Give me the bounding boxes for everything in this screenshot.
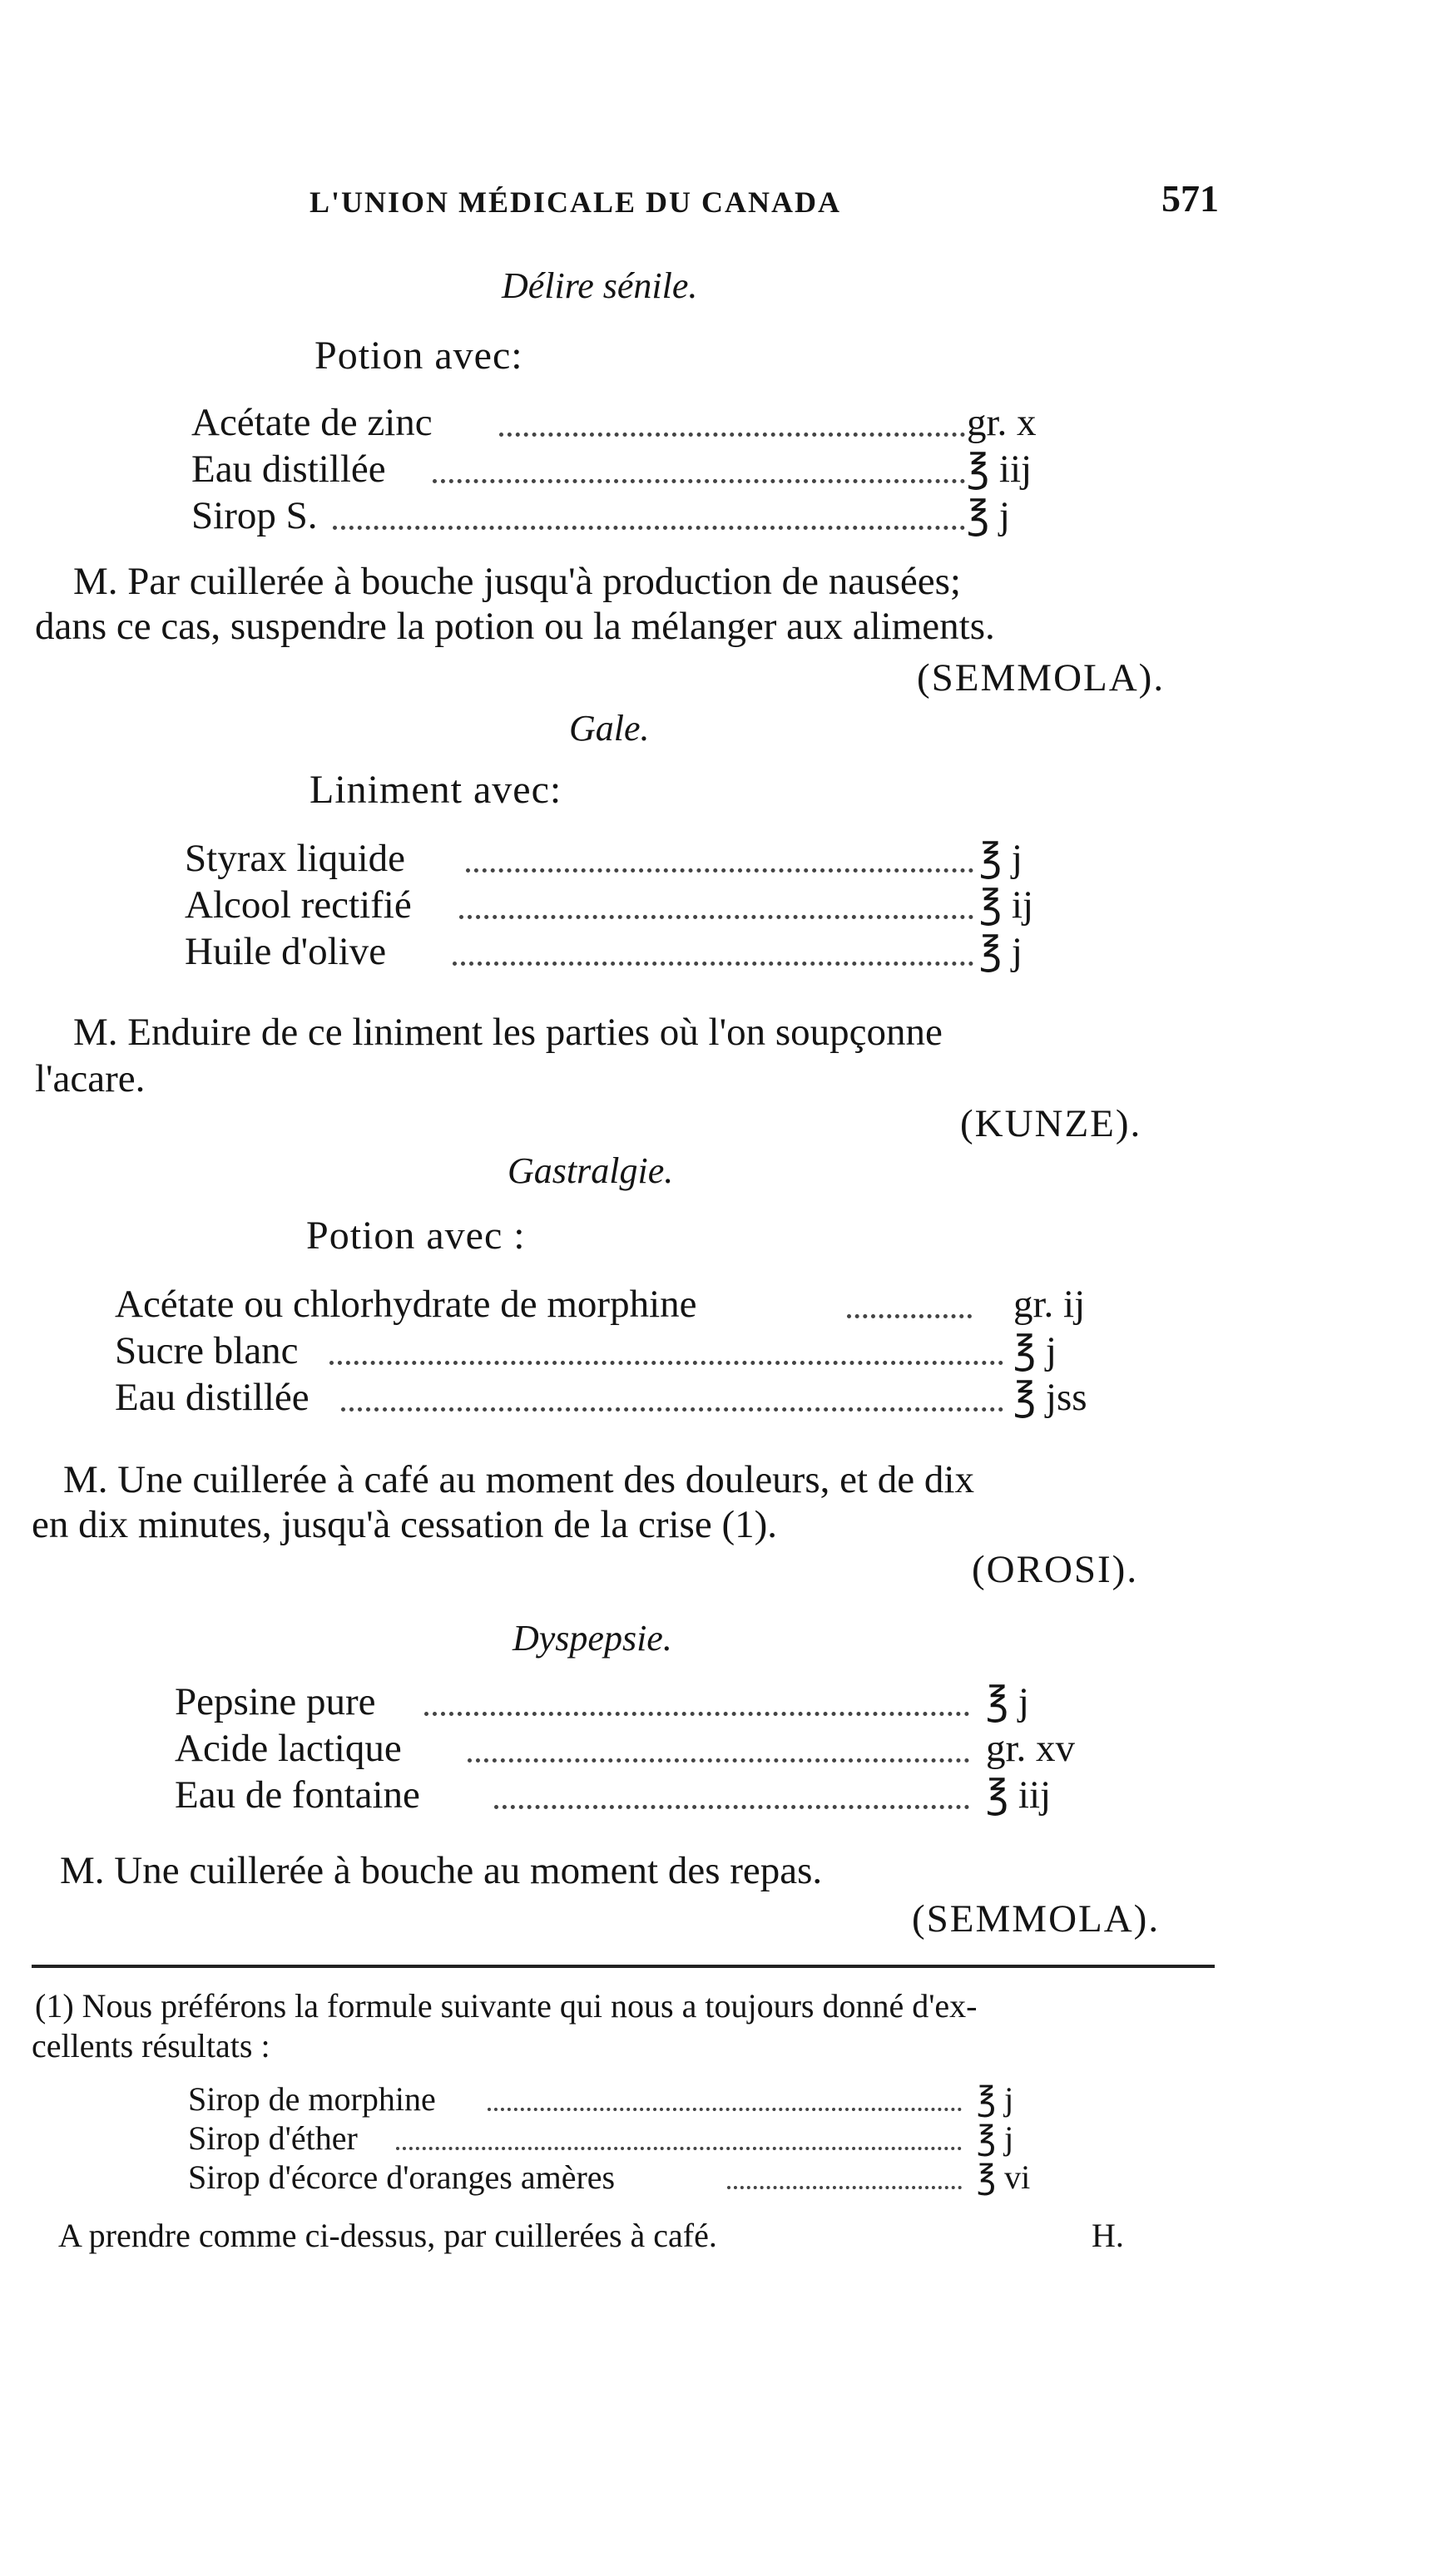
- instruction-line: en dix minutes, jusqu'à cessation de la crise (1).: [32, 1503, 778, 1546]
- footnote-line: [35, 1986, 978, 2025]
- ingredient-dose: gr. xv: [986, 1727, 1076, 1770]
- ingredient-row: [175, 1772, 1132, 1818]
- ingredient-name: Huile d'olive: [185, 930, 387, 973]
- ingredient-name: Pepsine pure: [175, 1680, 376, 1723]
- section-title-delire-senile: Délire sénile.: [502, 265, 698, 306]
- ingredient-name: Styrax liquide: [185, 837, 405, 880]
- ingredient-list: [185, 835, 1067, 977]
- leader-dots: [433, 479, 965, 483]
- leader-dots: [424, 1712, 969, 1716]
- section-intro: Potion avec:: [314, 334, 523, 378]
- ingredient-name: Eau de fontaine: [175, 1773, 420, 1817]
- author-citation: (SEMMOLA).: [917, 656, 1166, 700]
- ingredient-dose: ℥ vi: [977, 2158, 1031, 2196]
- instruction-line: M. Une cuillerée à café au moment des douleurs, et de dix: [63, 1458, 974, 1501]
- leader-dots: [499, 433, 965, 437]
- leader-dots: [396, 2147, 962, 2150]
- ingredient-dose: ℥ j: [977, 2080, 1014, 2118]
- footnote-ingredient-list: [188, 2079, 1103, 2204]
- leader-dots: [727, 2186, 962, 2189]
- ingredient-dose: ℥ jss: [1013, 1376, 1087, 1419]
- author-citation: (KUNZE).: [960, 1102, 1142, 1145]
- ingredient-name: Sirop S.: [191, 494, 318, 537]
- ingredient-row: [185, 928, 1067, 975]
- ingredient-name: Sucre blanc: [115, 1329, 299, 1372]
- ingredient-row: [175, 1679, 1132, 1725]
- leader-dots: [494, 1805, 969, 1809]
- leader-dots: [333, 526, 965, 530]
- ingredient-row: [191, 399, 1057, 446]
- author-citation: (SEMMOLA).: [912, 1897, 1161, 1941]
- instruction-line: dans ce cas, suspendre la potion ou la mélanger aux aliments.: [35, 605, 995, 648]
- ingredient-dose: ℥ iij: [967, 447, 1033, 491]
- ingredient-row: [185, 835, 1067, 882]
- instruction-line: M. Enduire de ce liniment les parties où l'on soupçonne: [73, 1011, 943, 1054]
- leader-dots: [329, 1361, 1003, 1365]
- instruction-line: M. Une cuillerée à bouche au moment des repas.: [60, 1849, 823, 1892]
- ingredient-name: Sirop d'écorce d'oranges amères: [188, 2158, 616, 2196]
- leader-dots: [341, 1407, 1003, 1412]
- ingredient-dose: ℥ iij: [986, 1773, 1052, 1817]
- footnote-marker: (1): [35, 1987, 74, 2025]
- ingredient-list: [115, 1281, 1130, 1422]
- leader-dots: [453, 962, 973, 966]
- instruction-line: l'acare.: [35, 1057, 146, 1100]
- ingredient-name: Acétate de zinc: [191, 401, 433, 444]
- ingredient-row: [188, 2119, 1103, 2158]
- ingredient-dose: ℥ ij: [979, 883, 1034, 927]
- leader-dots: [466, 868, 973, 873]
- ingredient-name: Acétate ou chlorhydrate de morphine: [115, 1283, 697, 1326]
- instruction-line: M. Par cuillerée à bouche jusqu'à production de nausées;: [73, 560, 961, 603]
- section-title-dyspepsie: Dyspepsie.: [513, 1618, 672, 1659]
- leader-dots: [459, 915, 973, 919]
- footnote-signature: H.: [1092, 2217, 1124, 2254]
- ingredient-dose: gr. ij: [1013, 1283, 1086, 1326]
- ingredient-row: [191, 446, 1057, 492]
- section-title-gastralgie: Gastralgie.: [508, 1150, 674, 1191]
- ingredient-dose: ℥ j: [979, 837, 1023, 880]
- page-number: 571: [1161, 177, 1219, 220]
- ingredient-row: [175, 1725, 1132, 1772]
- ingredient-row: [115, 1328, 1130, 1374]
- ingredient-name: Sirop de morphine: [188, 2080, 436, 2118]
- ingredient-name: Eau distillée: [191, 447, 386, 491]
- ingredient-dose: gr. x: [967, 401, 1037, 444]
- ingredient-dose: ℥ j: [986, 1680, 1029, 1723]
- author-citation: (OROSI).: [972, 1548, 1139, 1591]
- ingredient-row: [115, 1374, 1130, 1421]
- ingredient-dose: ℥ j: [967, 494, 1010, 537]
- footnote-line: cellents résultats :: [32, 2027, 270, 2064]
- ingredient-row: [191, 492, 1057, 539]
- footnote-text: Nous préférons la formule suivante qui nous a toujours donné d'ex-: [82, 1987, 978, 2025]
- ingredient-list: [191, 399, 1057, 541]
- ingredient-row: [185, 882, 1067, 928]
- ingredient-name: Sirop d'éther: [188, 2119, 358, 2157]
- ingredient-dose: ℥ j: [1013, 1329, 1057, 1372]
- section-intro: Liniment avec:: [310, 768, 562, 812]
- ingredient-dose: ℥ j: [979, 930, 1023, 973]
- footnote-closing: A prendre comme ci-dessus, par cuillerées à café.: [58, 2217, 717, 2254]
- ingredient-row: [115, 1281, 1130, 1328]
- ingredient-name: Acide lactique: [175, 1727, 402, 1770]
- running-title: L'UNION MÉDICALE DU CANADA: [310, 185, 842, 219]
- ingredient-name: Alcool rectifié: [185, 883, 412, 927]
- section-title-gale: Gale.: [569, 708, 650, 749]
- leader-dots: [488, 2108, 962, 2111]
- footnote-rule: [32, 1965, 1215, 1968]
- leader-dots: [847, 1314, 972, 1318]
- ingredient-name: Eau distillée: [115, 1376, 310, 1419]
- section-intro: Potion avec :: [306, 1214, 526, 1258]
- ingredient-row: [188, 2079, 1103, 2119]
- ingredient-row: [188, 2158, 1103, 2197]
- ingredient-list: [175, 1679, 1132, 1820]
- leader-dots: [468, 1758, 969, 1763]
- ingredient-dose: ℥ j: [977, 2119, 1014, 2157]
